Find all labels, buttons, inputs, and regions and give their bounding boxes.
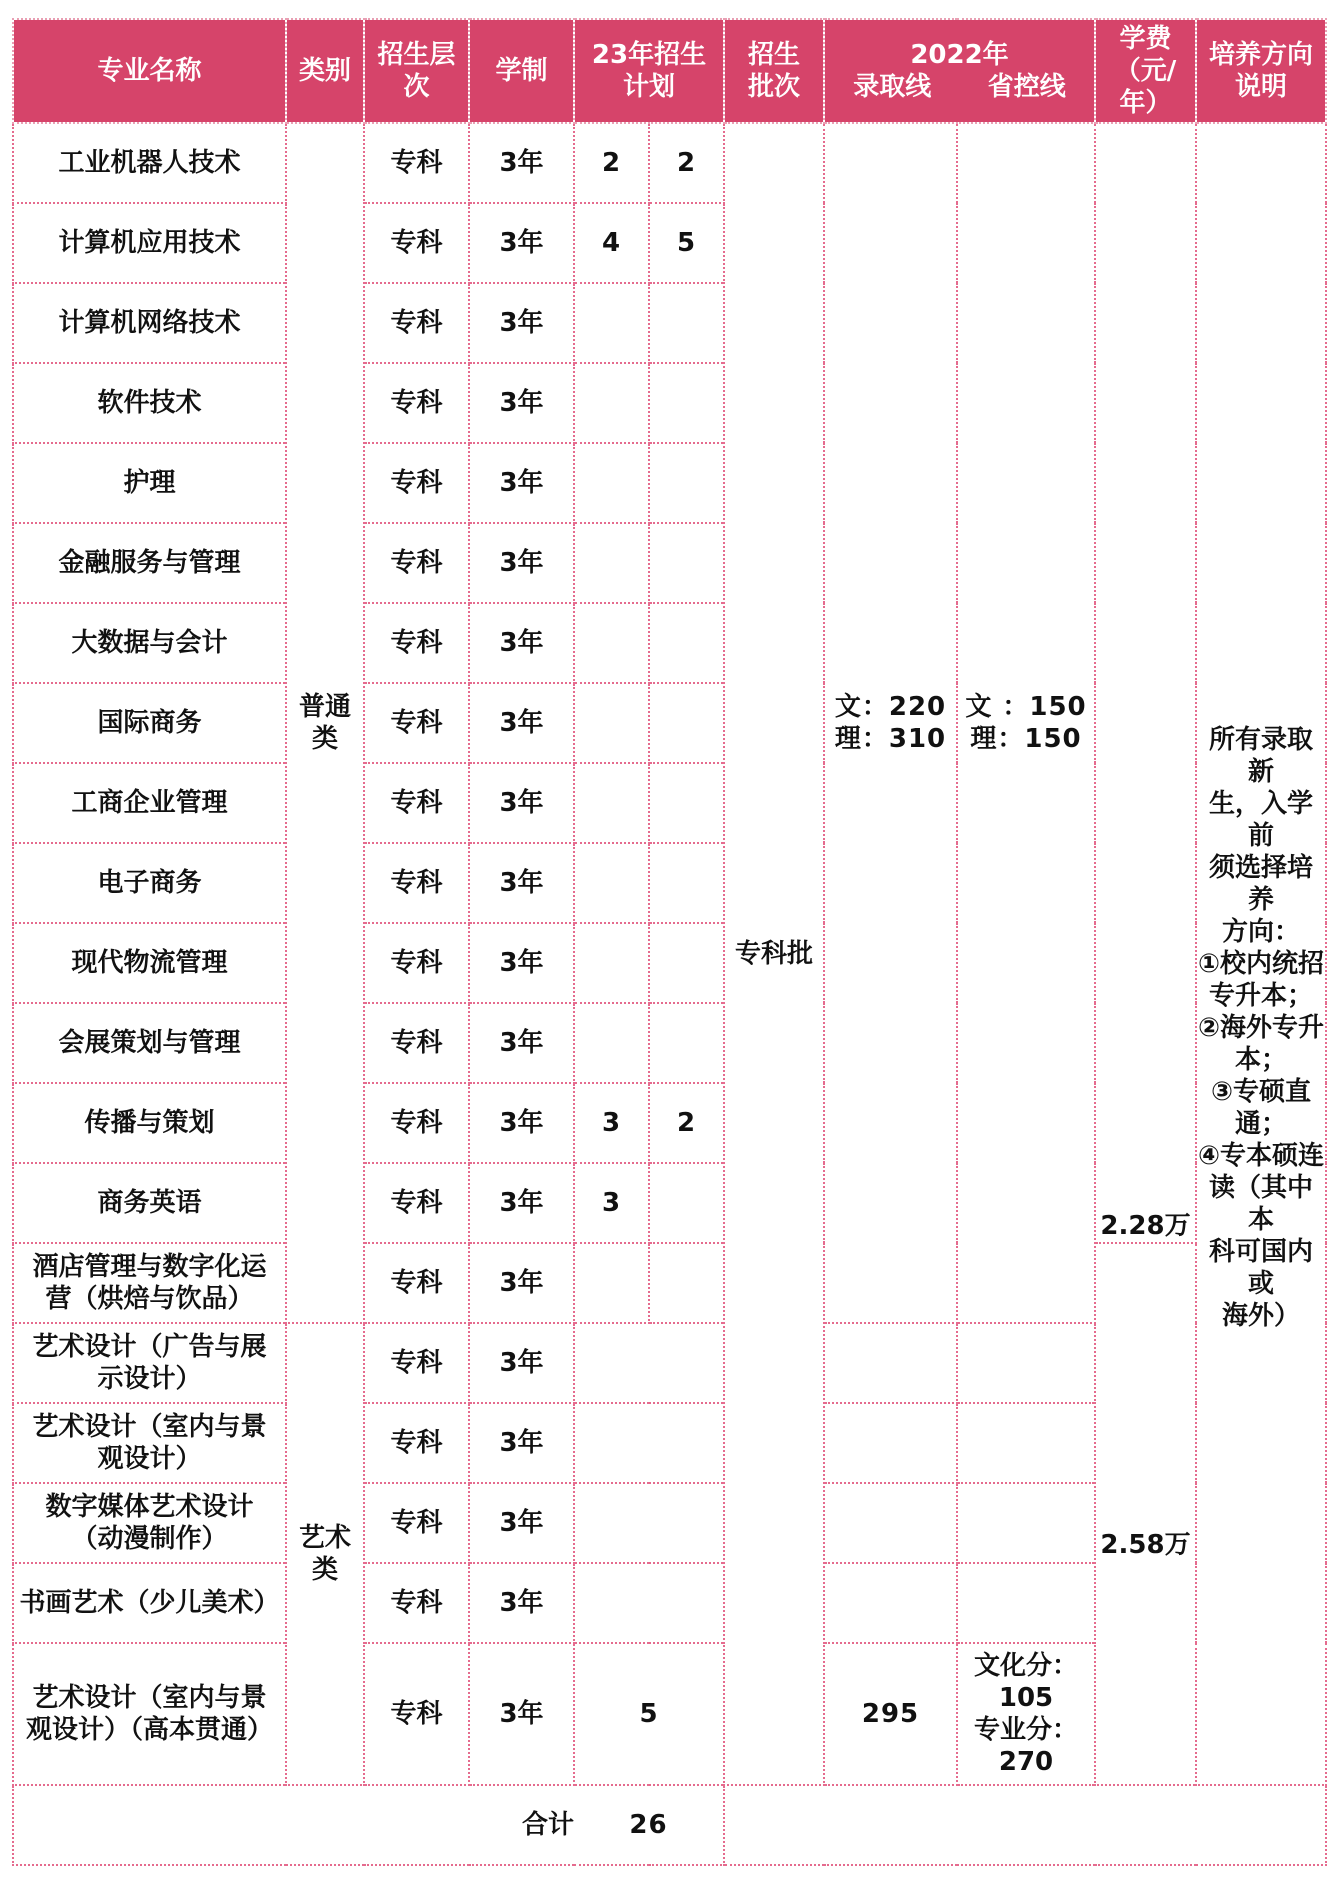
level-cell: 专科 (364, 1003, 469, 1083)
level-cell: 专科 (364, 1563, 469, 1643)
plan-cell-a (574, 843, 649, 923)
plan-cell-a (574, 923, 649, 1003)
level-cell: 专科 (364, 443, 469, 523)
duration-cell: 3年 (469, 1003, 574, 1083)
major-name: 国际商务 (13, 683, 286, 763)
plan-cell-b (649, 843, 724, 923)
plan-cell-a (574, 283, 649, 363)
header-row (13, 19, 1326, 123)
major-name: 现代物流管理 (13, 923, 286, 1003)
plan-cell-a (574, 683, 649, 763)
header-provincial-line: 省控线 (987, 72, 1066, 102)
table-row (13, 123, 1326, 203)
tuition-art: 2.58万 (1095, 1243, 1196, 1785)
duration-cell: 3年 (469, 683, 574, 763)
provincial-cell (957, 1563, 1095, 1643)
major-name: 电子商务 (13, 843, 286, 923)
duration-cell: 3年 (469, 763, 574, 843)
major-name: 酒店管理与数字化运 营（烘焙与饮品） (13, 1243, 286, 1323)
major-name: 护理 (13, 443, 286, 523)
plan-cell-b (649, 1163, 724, 1243)
major-name: 艺术设计（广告与展 示设计） (13, 1323, 286, 1403)
plan-cell-a (574, 763, 649, 843)
provincial-cell (957, 1323, 1095, 1403)
admission-cell (824, 1483, 957, 1563)
plan-cell-a: 3 (574, 1083, 649, 1163)
major-name: 艺术设计（室内与景 观设计）（高本贯通） (13, 1643, 286, 1785)
plan-cell: 5 (574, 1643, 724, 1785)
duration-cell: 3年 (469, 123, 574, 203)
duration-cell: 3年 (469, 443, 574, 523)
tuition-general: 2.28万 (1095, 123, 1196, 1243)
direction-note: 所有录取新 生，入学前 须选择培养 方向： ①校内统招 专升本； ②海外专升 本； ③专硕直通； ④专本硕连 读（其中本 科可国内或 海外） (1196, 123, 1326, 1785)
level-cell: 专科 (364, 523, 469, 603)
plan-cell-b (649, 283, 724, 363)
duration-cell: 3年 (469, 923, 574, 1003)
major-name: 软件技术 (13, 363, 286, 443)
art-provincial-line: 文化分： 105 专业分： 270 (957, 1643, 1095, 1785)
duration-cell: 3年 (469, 523, 574, 603)
level-cell: 专科 (364, 923, 469, 1003)
general-provincial-line: 文 ：150 理：150 (957, 123, 1095, 1323)
plan-cell-b (649, 683, 724, 763)
category-general: 普通 类 (286, 123, 364, 1323)
plan-cell-b (649, 363, 724, 443)
admission-cell (824, 1403, 957, 1483)
header-name: 专业名称 (13, 19, 286, 123)
level-cell: 专科 (364, 1323, 469, 1403)
major-name: 传播与策划 (13, 1083, 286, 1163)
plan-cell (574, 1403, 724, 1483)
plan-cell (574, 1483, 724, 1563)
admissions-table (12, 18, 1325, 1870)
major-name: 金融服务与管理 (13, 523, 286, 603)
plan-cell-a: 4 (574, 203, 649, 283)
level-cell: 专科 (364, 1243, 469, 1323)
plan-cell (574, 1323, 724, 1403)
duration-cell: 3年 (469, 843, 574, 923)
plan-cell-b (649, 523, 724, 603)
duration-cell: 3年 (469, 283, 574, 363)
header-category: 类别 (286, 19, 364, 123)
level-cell: 专科 (364, 1403, 469, 1483)
plan-cell-b: 5 (649, 203, 724, 283)
header-tuition: 学费 （元/年） (1095, 19, 1196, 123)
plan-cell-b (649, 1243, 724, 1323)
provincial-cell (957, 1403, 1095, 1483)
duration-cell: 3年 (469, 1163, 574, 1243)
provincial-cell (957, 1483, 1095, 1563)
level-cell: 专科 (364, 843, 469, 923)
plan-cell-a: 3 (574, 1163, 649, 1243)
header-duration: 学制 (469, 19, 574, 123)
duration-cell: 3年 (469, 1563, 574, 1643)
plan-cell-a (574, 603, 649, 683)
header-2022: 2022年 录取线 省控线 (824, 19, 1095, 123)
plan-cell-b (649, 763, 724, 843)
major-name: 计算机网络技术 (13, 283, 286, 363)
plan-cell-a (574, 363, 649, 443)
plan-cell-a (574, 443, 649, 523)
level-cell: 专科 (364, 203, 469, 283)
level-cell: 专科 (364, 1643, 469, 1785)
major-name: 工商企业管理 (13, 763, 286, 843)
level-cell: 专科 (364, 683, 469, 763)
level-cell: 专科 (364, 123, 469, 203)
duration-cell: 3年 (469, 1083, 574, 1163)
plan-cell-a (574, 523, 649, 603)
plan-cell-a: 2 (574, 123, 649, 203)
general-admission-line: 文：220 理：310 (824, 123, 957, 1323)
plan-cell-b (649, 923, 724, 1003)
level-cell: 专科 (364, 603, 469, 683)
level-cell: 专科 (364, 1083, 469, 1163)
duration-cell: 3年 (469, 1403, 574, 1483)
level-cell: 专科 (364, 1483, 469, 1563)
level-cell: 专科 (364, 1163, 469, 1243)
total-empty (724, 1785, 1326, 1865)
plan-cell-b: 2 (649, 1083, 724, 1163)
major-name: 商务英语 (13, 1163, 286, 1243)
admission-cell (824, 1323, 957, 1403)
category-art: 艺术 类 (286, 1323, 364, 1785)
admission-cell: 295 (824, 1643, 957, 1785)
duration-cell: 3年 (469, 1323, 574, 1403)
major-name: 大数据与会计 (13, 603, 286, 683)
total-label: 合计 (13, 1785, 574, 1865)
level-cell: 专科 (364, 763, 469, 843)
major-name: 会展策划与管理 (13, 1003, 286, 1083)
header-admission-line: 录取线 (853, 72, 932, 102)
admissions-grid (12, 18, 1327, 1866)
major-name: 计算机应用技术 (13, 203, 286, 283)
plan-cell (574, 1563, 724, 1643)
level-cell: 专科 (364, 363, 469, 443)
plan-cell-b (649, 603, 724, 683)
table-row (13, 1243, 1326, 1323)
major-name: 工业机器人技术 (13, 123, 286, 203)
duration-cell: 3年 (469, 363, 574, 443)
admission-cell (824, 1563, 957, 1643)
header-plan: 23年招生 计划 (574, 19, 724, 123)
duration-cell: 3年 (469, 603, 574, 683)
header-batch: 招生 批次 (724, 19, 824, 123)
batch-cell: 专科批 (724, 123, 824, 1785)
duration-cell: 3年 (469, 1643, 574, 1785)
total-row (13, 1785, 1326, 1865)
total-value: 26 (574, 1785, 724, 1865)
duration-cell: 3年 (469, 203, 574, 283)
plan-cell-a (574, 1003, 649, 1083)
major-name: 数字媒体艺术设计 （动漫制作） (13, 1483, 286, 1563)
plan-cell-a (574, 1243, 649, 1323)
plan-cell-b: 2 (649, 123, 724, 203)
header-direction: 培养方向 说明 (1196, 19, 1326, 123)
plan-cell-b (649, 443, 724, 523)
duration-cell: 3年 (469, 1483, 574, 1563)
header-level: 招生层 次 (364, 19, 469, 123)
level-cell: 专科 (364, 283, 469, 363)
major-name: 艺术设计（室内与景 观设计） (13, 1403, 286, 1483)
plan-cell-b (649, 1003, 724, 1083)
duration-cell: 3年 (469, 1243, 574, 1323)
major-name: 书画艺术（少儿美术） (13, 1563, 286, 1643)
